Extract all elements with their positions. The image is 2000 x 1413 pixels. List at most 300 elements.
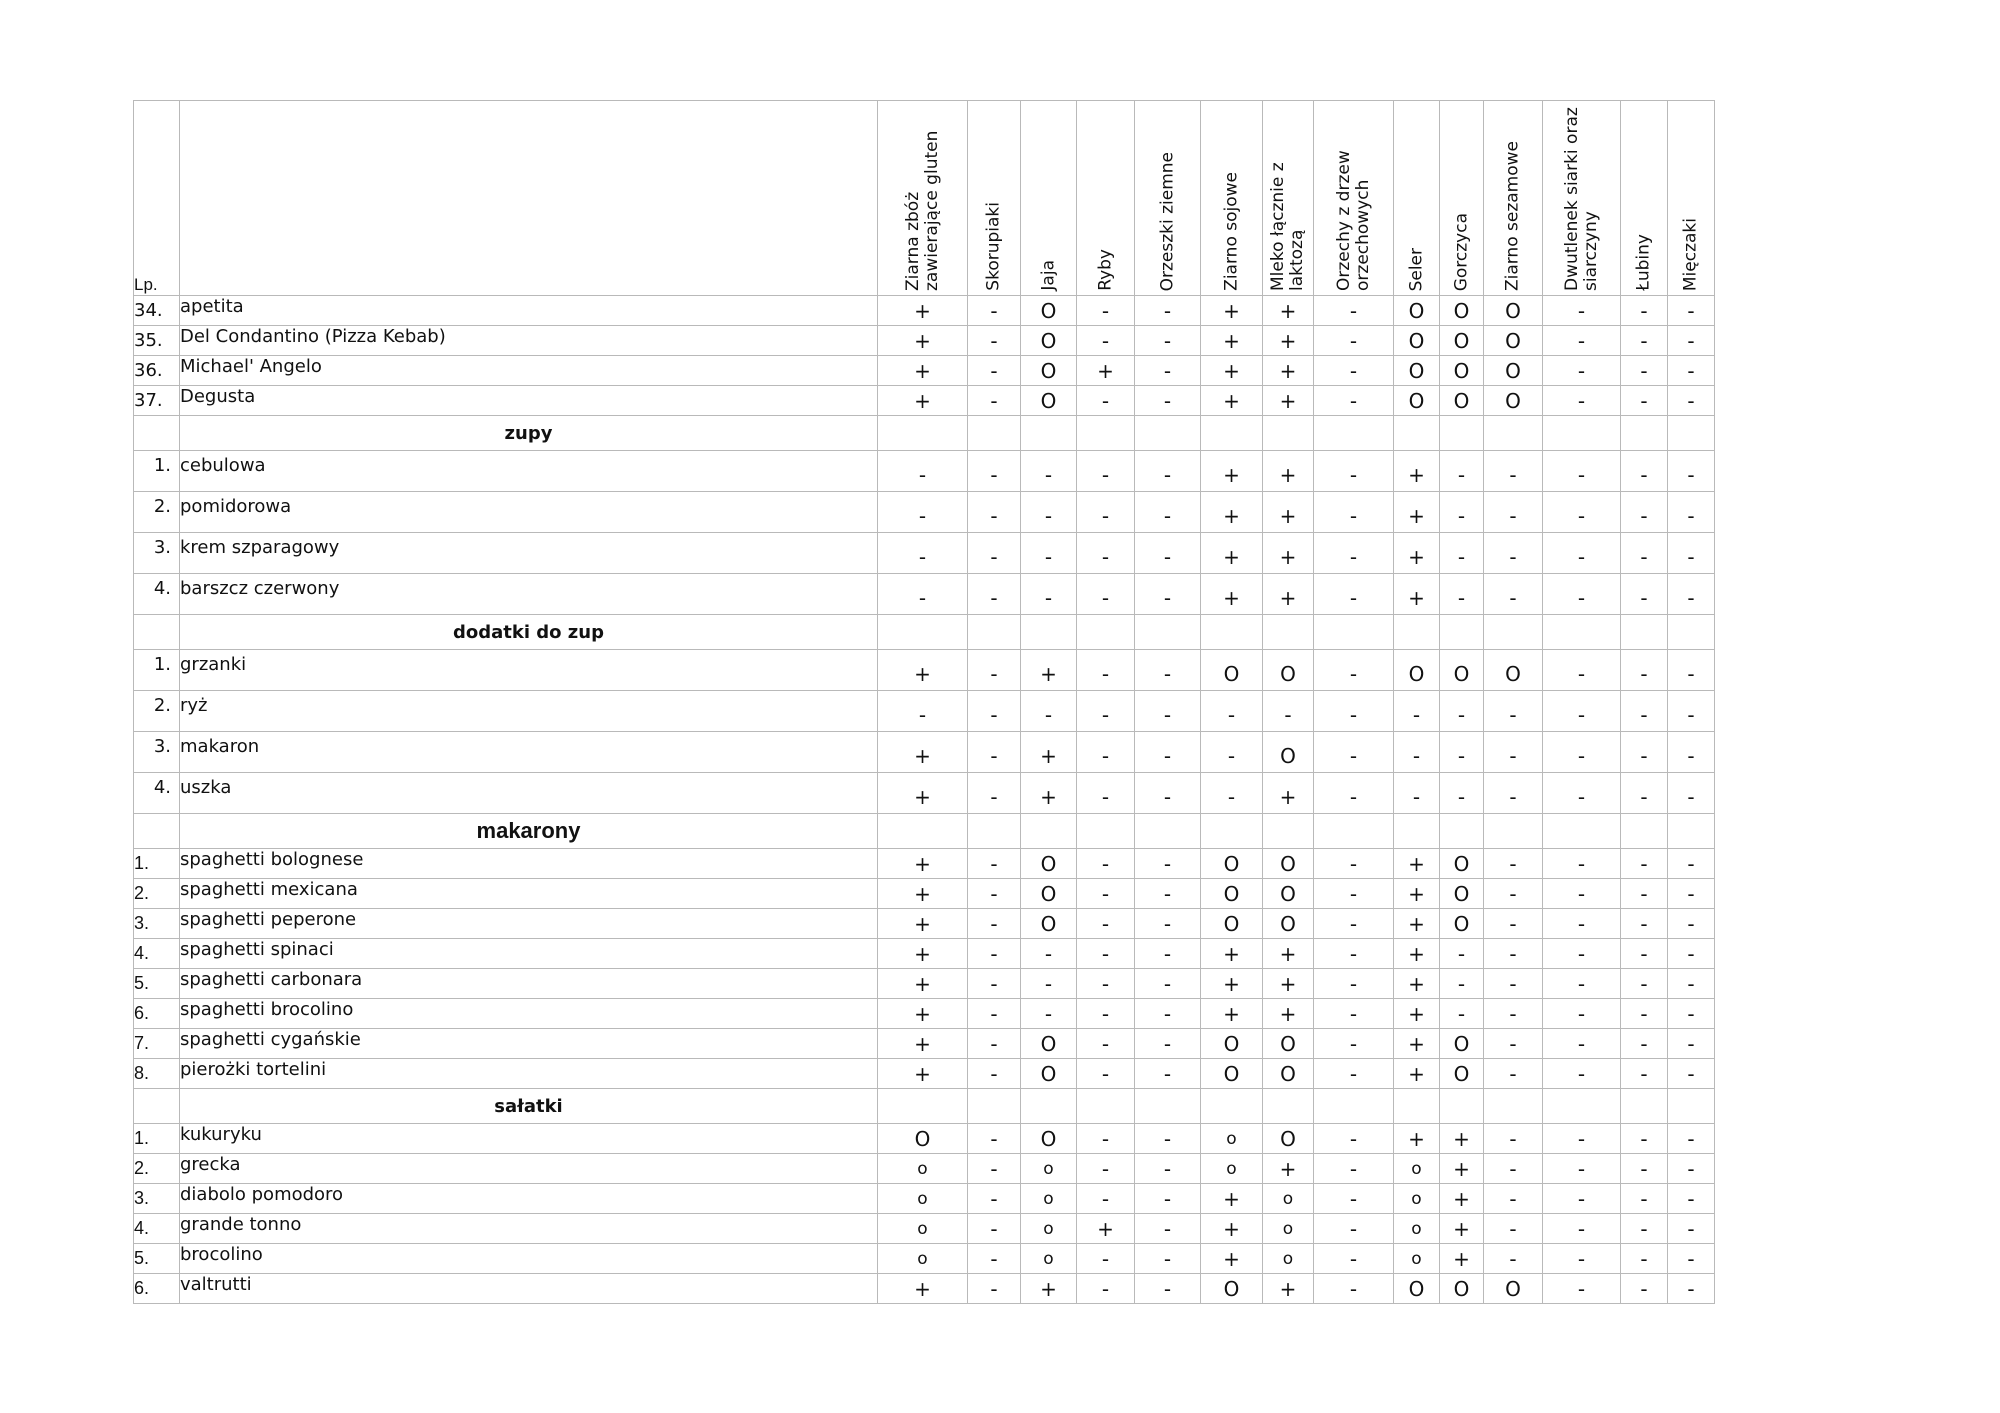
- row-number: 2.: [134, 691, 180, 732]
- allergen-mark: -: [1484, 1029, 1543, 1059]
- row-number: 3.: [134, 533, 180, 574]
- allergen-mark: -: [1543, 451, 1621, 492]
- allergen-mark: -: [1077, 1059, 1135, 1089]
- allergen-mark: -: [1201, 732, 1263, 773]
- allergen-mark: o: [1201, 1124, 1263, 1154]
- allergen-mark: -: [1621, 909, 1668, 939]
- section-empty-cell: [1021, 814, 1077, 849]
- allergen-mark: O: [1484, 326, 1543, 356]
- allergen-mark: o: [878, 1244, 968, 1274]
- section-empty-cell: [1668, 814, 1715, 849]
- row-number: 3.: [134, 909, 180, 939]
- allergen-mark: -: [1077, 849, 1135, 879]
- allergen-mark: O: [1440, 1059, 1484, 1089]
- allergen-mark: +: [1021, 650, 1077, 691]
- allergen-mark: -: [1543, 1124, 1621, 1154]
- col-header-gorczyca: Gorczyca: [1440, 101, 1484, 296]
- allergen-mark: -: [1135, 732, 1201, 773]
- allergen-mark: +: [1394, 1059, 1440, 1089]
- section-empty-cell: [1440, 615, 1484, 650]
- allergen-mark: -: [1668, 296, 1715, 326]
- section-empty-cell: [1135, 416, 1201, 451]
- allergen-mark: O: [1263, 1124, 1314, 1154]
- allergen-mark: -: [1135, 939, 1201, 969]
- allergen-mark: -: [1484, 879, 1543, 909]
- lp-header: Lp.: [134, 101, 180, 296]
- dish-name: grecka: [180, 1154, 878, 1184]
- section-empty-cell: [1543, 1089, 1621, 1124]
- allergen-mark: -: [968, 773, 1021, 814]
- allergen-mark: -: [1484, 533, 1543, 574]
- allergen-mark: -: [1543, 691, 1621, 732]
- allergen-mark: -: [1135, 773, 1201, 814]
- section-empty-cell: [1484, 814, 1543, 849]
- allergen-mark: o: [878, 1154, 968, 1184]
- allergen-mark: +: [1201, 999, 1263, 1029]
- allergen-mark: -: [1668, 451, 1715, 492]
- allergen-mark: -: [878, 574, 968, 615]
- allergen-mark: -: [1263, 691, 1314, 732]
- allergen-mark: +: [1440, 1184, 1484, 1214]
- allergen-mark: -: [1314, 533, 1394, 574]
- allergen-mark: +: [1263, 326, 1314, 356]
- allergen-mark: -: [1314, 969, 1394, 999]
- allergen-mark: -: [1621, 732, 1668, 773]
- allergen-mark: -: [1314, 650, 1394, 691]
- allergen-mark: o: [1263, 1184, 1314, 1214]
- allergen-mark: -: [1314, 386, 1394, 416]
- allergen-mark: -: [1135, 1029, 1201, 1059]
- allergen-mark: -: [1440, 451, 1484, 492]
- table-row: [134, 1184, 1715, 1214]
- allergen-mark: O: [1394, 296, 1440, 326]
- allergen-mark: -: [968, 969, 1021, 999]
- allergen-mark: +: [878, 1029, 968, 1059]
- allergen-mark: -: [1668, 999, 1715, 1029]
- section-empty-cell: [1484, 1089, 1543, 1124]
- allergen-mark: -: [1621, 451, 1668, 492]
- allergen-mark: -: [1484, 1059, 1543, 1089]
- allergen-mark: o: [1394, 1184, 1440, 1214]
- allergen-mark: o: [1263, 1244, 1314, 1274]
- allergen-mark: -: [1440, 574, 1484, 615]
- allergen-mark: -: [1484, 1154, 1543, 1184]
- allergen-mark: -: [1077, 1124, 1135, 1154]
- allergen-mark: -: [1135, 574, 1201, 615]
- row-number: 5.: [134, 969, 180, 999]
- allergen-mark: -: [1135, 1214, 1201, 1244]
- table-row: [134, 879, 1715, 909]
- allergen-mark: -: [1543, 1244, 1621, 1274]
- allergen-mark: -: [1135, 296, 1201, 326]
- allergen-mark: O: [1201, 1274, 1263, 1304]
- allergen-mark: -: [1621, 969, 1668, 999]
- section-empty-cell: [1621, 615, 1668, 650]
- allergen-mark: O: [1440, 650, 1484, 691]
- allergen-mark: -: [1135, 451, 1201, 492]
- allergen-mark: +: [1394, 1124, 1440, 1154]
- allergen-mark: O: [1201, 909, 1263, 939]
- dish-name: spaghetti carbonara: [180, 969, 878, 999]
- allergen-mark: O: [1394, 1274, 1440, 1304]
- allergen-mark: +: [1201, 969, 1263, 999]
- allergen-mark: -: [1621, 849, 1668, 879]
- dish-name: cebulowa: [180, 451, 878, 492]
- table-row: [134, 1124, 1715, 1154]
- allergen-mark: O: [1021, 1059, 1077, 1089]
- allergen-mark: -: [1668, 691, 1715, 732]
- allergen-mark: -: [1021, 574, 1077, 615]
- table-row: [134, 356, 1715, 386]
- allergen-mark: o: [1394, 1154, 1440, 1184]
- section-title: [180, 615, 878, 650]
- dish-name: krem szparagowy: [180, 533, 878, 574]
- allergen-mark: +: [1263, 1154, 1314, 1184]
- allergen-mark: -: [1077, 691, 1135, 732]
- table-row: [134, 326, 1715, 356]
- allergen-mark: O: [1021, 296, 1077, 326]
- allergen-mark: -: [1077, 1154, 1135, 1184]
- allergen-mark: -: [1394, 773, 1440, 814]
- allergen-mark: -: [1484, 773, 1543, 814]
- section-empty-cell: [1621, 416, 1668, 451]
- allergen-mark: -: [1668, 326, 1715, 356]
- allergen-mark: -: [1543, 1214, 1621, 1244]
- allergen-mark: -: [1543, 326, 1621, 356]
- row-number: 4.: [134, 574, 180, 615]
- allergen-mark: O: [1440, 849, 1484, 879]
- allergen-mark: o: [878, 1184, 968, 1214]
- allergen-mark: -: [1135, 1124, 1201, 1154]
- allergen-mark: +: [1394, 451, 1440, 492]
- allergen-mark: -: [1314, 1154, 1394, 1184]
- section-empty-cell: [968, 416, 1021, 451]
- allergen-mark: -: [1135, 1059, 1201, 1089]
- allergen-mark: O: [1440, 356, 1484, 386]
- allergen-mark: -: [1543, 773, 1621, 814]
- allergen-mark: -: [1668, 386, 1715, 416]
- allergen-mark: -: [1621, 879, 1668, 909]
- allergen-mark: O: [1263, 1059, 1314, 1089]
- allergen-mark: -: [1543, 732, 1621, 773]
- allergen-mark: +: [1394, 533, 1440, 574]
- section-empty-cell: [1135, 615, 1201, 650]
- dish-name: makaron: [180, 732, 878, 773]
- section-title: [180, 416, 878, 451]
- section-lp-cell: [134, 416, 180, 451]
- dish-name: ryż: [180, 691, 878, 732]
- dish-name: pierożki tortelini: [180, 1059, 878, 1089]
- allergen-mark: -: [968, 451, 1021, 492]
- allergen-mark: O: [1021, 1124, 1077, 1154]
- allergen-mark: -: [1077, 969, 1135, 999]
- allergen-mark: -: [1543, 356, 1621, 386]
- allergen-mark: -: [1077, 386, 1135, 416]
- table-row: [134, 574, 1715, 615]
- allergen-mark: -: [878, 451, 968, 492]
- allergen-mark: O: [1021, 879, 1077, 909]
- allergen-mark: -: [1135, 356, 1201, 386]
- allergen-mark: -: [968, 1029, 1021, 1059]
- allergen-mark: -: [1077, 296, 1135, 326]
- allergen-mark: -: [968, 1274, 1021, 1304]
- allergen-mark: +: [1263, 533, 1314, 574]
- section-empty-cell: [878, 814, 968, 849]
- allergen-table: [133, 100, 1715, 1304]
- row-number: 3.: [134, 732, 180, 773]
- section-empty-cell: [1484, 615, 1543, 650]
- section-empty-cell: [878, 1089, 968, 1124]
- allergen-mark: O: [1484, 386, 1543, 416]
- allergen-mark: -: [1440, 533, 1484, 574]
- allergen-mark: -: [1135, 849, 1201, 879]
- allergen-mark: -: [1543, 533, 1621, 574]
- allergen-mark: -: [1314, 1274, 1394, 1304]
- section-title: [180, 1089, 878, 1124]
- allergen-mark: O: [1201, 1029, 1263, 1059]
- dish-name: spaghetti bolognese: [180, 849, 878, 879]
- dish-name: apetita: [180, 296, 878, 326]
- allergen-mark: +: [878, 909, 968, 939]
- allergen-mark: +: [1201, 492, 1263, 533]
- allergen-mark: -: [1484, 732, 1543, 773]
- allergen-mark: O: [1263, 1029, 1314, 1059]
- allergen-mark: -: [1021, 533, 1077, 574]
- allergen-mark: -: [968, 326, 1021, 356]
- col-header-jaja: Jaja: [1021, 101, 1077, 296]
- allergen-mark: -: [1135, 326, 1201, 356]
- allergen-mark: -: [1314, 1214, 1394, 1244]
- dish-name: kukuryku: [180, 1124, 878, 1154]
- allergen-mark: o: [1201, 1154, 1263, 1184]
- allergen-mark: o: [1021, 1154, 1077, 1184]
- allergen-mark: -: [968, 650, 1021, 691]
- allergen-mark: -: [968, 1154, 1021, 1184]
- dish-name: spaghetti spinaci: [180, 939, 878, 969]
- allergen-mark: +: [1263, 492, 1314, 533]
- table-row: [134, 533, 1715, 574]
- section-empty-cell: [1440, 416, 1484, 451]
- allergen-mark: -: [1314, 296, 1394, 326]
- table-row: [134, 492, 1715, 533]
- allergen-mark: +: [1201, 533, 1263, 574]
- allergen-mark: -: [1484, 1244, 1543, 1274]
- row-number: 35.: [134, 326, 180, 356]
- dish-name: grzanki: [180, 650, 878, 691]
- allergen-mark: -: [968, 1059, 1021, 1089]
- table-row: [134, 1274, 1715, 1304]
- allergen-mark: +: [878, 386, 968, 416]
- allergen-mark: -: [1135, 650, 1201, 691]
- row-number: 4.: [134, 939, 180, 969]
- col-header-lubiny: Łubiny: [1621, 101, 1668, 296]
- allergen-mark: +: [1394, 969, 1440, 999]
- allergen-mark: +: [878, 939, 968, 969]
- table-row: [134, 1059, 1715, 1089]
- dish-name: diabolo pomodoro: [180, 1184, 878, 1214]
- allergen-mark: -: [1021, 939, 1077, 969]
- section-empty-cell: [878, 615, 968, 650]
- allergen-mark: +: [1077, 356, 1135, 386]
- allergen-mark: -: [1621, 1124, 1668, 1154]
- section-empty-cell: [1021, 416, 1077, 451]
- allergen-mark: -: [968, 1184, 1021, 1214]
- section-empty-cell: [1021, 1089, 1077, 1124]
- allergen-mark: -: [1668, 1059, 1715, 1089]
- allergen-mark: -: [1314, 326, 1394, 356]
- allergen-mark: -: [1440, 999, 1484, 1029]
- allergen-mark: -: [1314, 574, 1394, 615]
- section-header-row: [134, 416, 1715, 451]
- table-row: [134, 969, 1715, 999]
- allergen-mark: -: [1077, 326, 1135, 356]
- allergen-mark: o: [1394, 1244, 1440, 1274]
- allergen-mark: -: [1077, 574, 1135, 615]
- row-number: 37.: [134, 386, 180, 416]
- allergen-mark: O: [1263, 732, 1314, 773]
- allergen-mark: O: [1394, 356, 1440, 386]
- allergen-mark: +: [1201, 386, 1263, 416]
- allergen-mark: +: [878, 326, 968, 356]
- section-title-text: sałatki: [494, 1095, 563, 1117]
- allergen-mark: -: [1077, 451, 1135, 492]
- allergen-mark: -: [1077, 492, 1135, 533]
- allergen-mark: +: [1201, 451, 1263, 492]
- allergen-mark: -: [1314, 999, 1394, 1029]
- allergen-mark: -: [1484, 939, 1543, 969]
- section-empty-cell: [1314, 615, 1394, 650]
- allergen-mark: +: [878, 849, 968, 879]
- allergen-mark: O: [1263, 879, 1314, 909]
- section-title-text: makarony: [476, 818, 581, 843]
- dish-name: spaghetti peperone: [180, 909, 878, 939]
- allergen-mark: -: [1314, 1124, 1394, 1154]
- allergen-mark: -: [1668, 732, 1715, 773]
- allergen-mark: -: [1077, 909, 1135, 939]
- allergen-mark: +: [1440, 1244, 1484, 1274]
- allergen-mark: -: [1077, 650, 1135, 691]
- allergen-mark: -: [1543, 1154, 1621, 1184]
- allergen-mark: +: [1263, 574, 1314, 615]
- allergen-mark: -: [1077, 999, 1135, 1029]
- allergen-mark: O: [1440, 1274, 1484, 1304]
- allergen-mark: +: [1394, 574, 1440, 615]
- dish-name: spaghetti mexicana: [180, 879, 878, 909]
- allergen-mark: -: [1314, 1244, 1394, 1274]
- row-number: 1.: [134, 451, 180, 492]
- allergen-mark: -: [1621, 1059, 1668, 1089]
- allergen-mark: -: [1484, 574, 1543, 615]
- allergen-mark: +: [1201, 296, 1263, 326]
- allergen-mark: +: [1394, 1029, 1440, 1059]
- allergen-mark: -: [1314, 1184, 1394, 1214]
- allergen-mark: -: [1621, 1274, 1668, 1304]
- allergen-mark: +: [1263, 939, 1314, 969]
- allergen-mark: -: [1077, 773, 1135, 814]
- allergen-mark: +: [878, 969, 968, 999]
- allergen-mark: O: [1484, 1274, 1543, 1304]
- allergen-mark: +: [1440, 1154, 1484, 1184]
- allergen-mark: -: [1077, 732, 1135, 773]
- allergen-mark: -: [1021, 451, 1077, 492]
- allergen-mark: -: [1621, 326, 1668, 356]
- section-empty-cell: [1543, 814, 1621, 849]
- allergen-mark: +: [1021, 1274, 1077, 1304]
- section-header-row: [134, 615, 1715, 650]
- section-empty-cell: [1543, 416, 1621, 451]
- row-number: 2.: [134, 1154, 180, 1184]
- allergen-mark: -: [1440, 691, 1484, 732]
- allergen-mark: -: [1621, 296, 1668, 326]
- allergen-mark: -: [968, 386, 1021, 416]
- allergen-mark: -: [1135, 1184, 1201, 1214]
- table-body: [134, 296, 1715, 1304]
- allergen-mark: +: [1077, 1214, 1135, 1244]
- row-number: 6.: [134, 999, 180, 1029]
- allergen-mark: O: [1484, 296, 1543, 326]
- allergen-mark: o: [1263, 1214, 1314, 1244]
- section-empty-cell: [1440, 814, 1484, 849]
- allergen-mark: -: [1021, 691, 1077, 732]
- table-row: [134, 1154, 1715, 1184]
- allergen-mark: O: [1201, 879, 1263, 909]
- allergen-mark: -: [1440, 969, 1484, 999]
- allergen-mark: -: [968, 849, 1021, 879]
- allergen-mark: +: [1201, 356, 1263, 386]
- allergen-mark: -: [1668, 939, 1715, 969]
- allergen-mark: -: [968, 879, 1021, 909]
- allergen-mark: O: [1021, 326, 1077, 356]
- table-row: [134, 1029, 1715, 1059]
- allergen-mark: O: [1440, 386, 1484, 416]
- allergen-mark: -: [1621, 650, 1668, 691]
- allergen-mark: +: [1394, 999, 1440, 1029]
- section-empty-cell: [968, 1089, 1021, 1124]
- allergen-mark: -: [968, 574, 1021, 615]
- allergen-mark: -: [1394, 691, 1440, 732]
- table-row: [134, 386, 1715, 416]
- allergen-mark: O: [1201, 849, 1263, 879]
- allergen-mark: o: [1021, 1244, 1077, 1274]
- allergen-mark: -: [1314, 732, 1394, 773]
- dish-name: brocolino: [180, 1244, 878, 1274]
- allergen-mark: -: [1543, 969, 1621, 999]
- section-lp-cell: [134, 814, 180, 849]
- allergen-mark: -: [1135, 999, 1201, 1029]
- section-empty-cell: [1314, 814, 1394, 849]
- allergen-mark: -: [1621, 1214, 1668, 1244]
- allergen-mark: +: [878, 879, 968, 909]
- section-empty-cell: [1543, 615, 1621, 650]
- allergen-mark: -: [1314, 691, 1394, 732]
- allergen-mark: +: [1201, 326, 1263, 356]
- section-empty-cell: [878, 416, 968, 451]
- row-number: 8.: [134, 1059, 180, 1089]
- table-row: [134, 909, 1715, 939]
- allergen-mark: -: [968, 909, 1021, 939]
- allergen-mark: -: [968, 492, 1021, 533]
- col-header-seler: Seler: [1394, 101, 1440, 296]
- allergen-mark: -: [1314, 773, 1394, 814]
- allergen-mark: -: [1077, 1274, 1135, 1304]
- table-row: [134, 939, 1715, 969]
- allergen-mark: O: [1484, 356, 1543, 386]
- allergen-mark: -: [1621, 773, 1668, 814]
- allergen-mark: -: [1621, 999, 1668, 1029]
- section-empty-cell: [1621, 1089, 1668, 1124]
- allergen-mark: -: [1543, 492, 1621, 533]
- allergen-mark: +: [1394, 939, 1440, 969]
